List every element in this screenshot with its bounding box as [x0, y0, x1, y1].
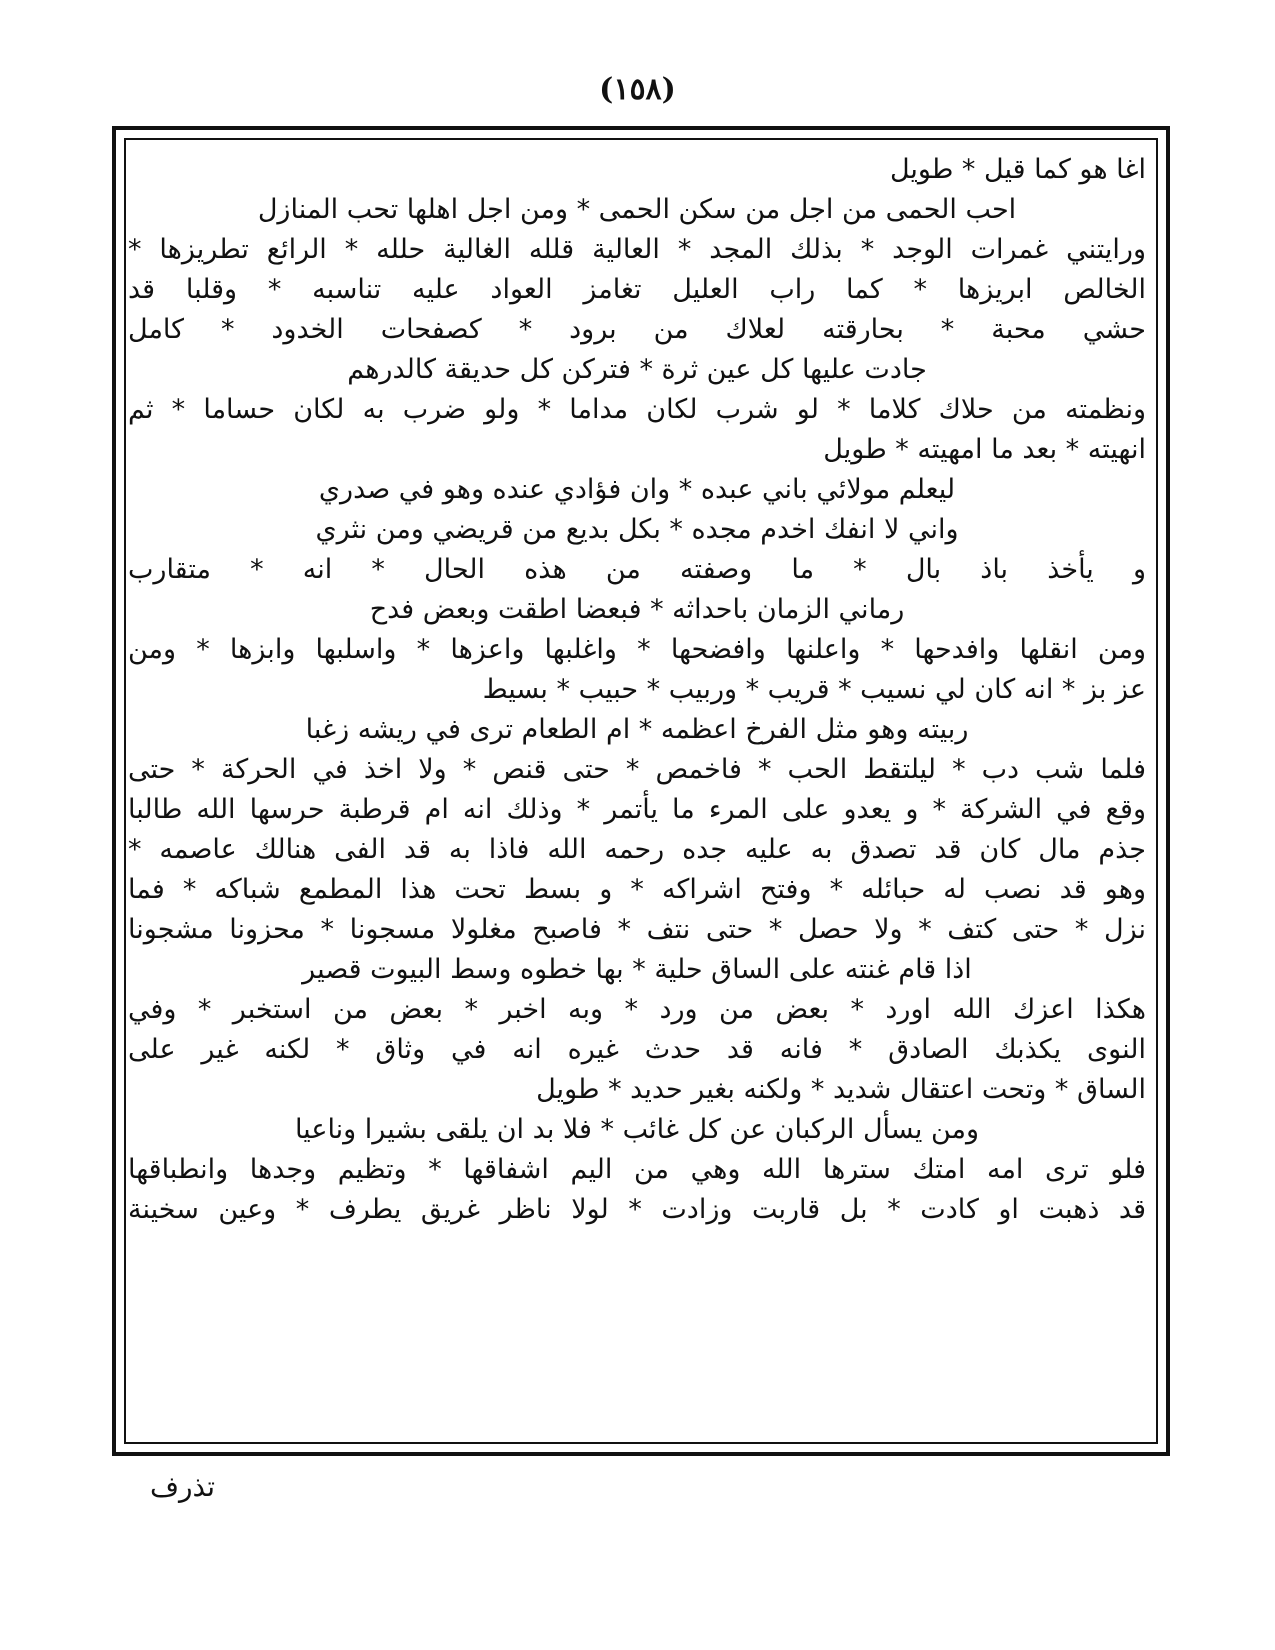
text-line: النوى يكذبك الصادق * فانه قد حدث غيره انه في وثاق * لكنه غير على [128, 1034, 1146, 1065]
text-line: رماني الزمان باحداثه * فبعضا اطقت وبعض فدح [369, 594, 905, 625]
text-line: فلما شب دب * ليلتقط الحب * فاخمص * حتى قنص * ولا اخذ في الحركة * حتى [128, 754, 1146, 785]
text-line: جذم مال كان قد تصدق به عليه جده رحمه الله فاذا به قد الفى هنالك عاصمه * [128, 834, 1146, 865]
text-line: واني لا انفك اخدم مجده * بكل بديع من قريضي ومن نثري [315, 514, 959, 545]
text-line: ليعلم مولائي باني عبده * وان فؤادي عنده وهو في صدري [318, 474, 956, 505]
text-line: حشي محبة * بحارقته لعلاك من برود * كصفحات الخدود * كامل [128, 314, 1146, 345]
text-line: هكذا اعزك الله اورد * بعض من ورد * وبه اخبر * بعض من استخبر * وفي [128, 994, 1146, 1025]
text-line: اذا قام غنته على الساق حلية * بها خطوه وسط البيوت قصير [302, 954, 972, 985]
text-line: عز بز * انه كان لي نسيب * قريب * وربيب * حبيب * بسيط [482, 674, 1146, 705]
text-line: انهيته * بعد ما امهيته * طويل [823, 434, 1146, 465]
text-line: جادت عليها كل عين ثرة * فتركن كل حديقة كالدرهم [347, 354, 927, 385]
manuscript-text-block [122, 150, 1152, 1230]
text-line: نزل * حتى كتف * ولا حصل * حتى نتف * فاصبح مغلولا مسجونا * محزونا مشجونا [128, 914, 1146, 945]
catchword: تذرف [150, 1470, 216, 1503]
text-line: الخالص ابريزها * كما راب العليل تغامز العواد عليه تناسبه * وقلبا قد [128, 274, 1146, 305]
text-line: ونظمته من حلاك كلاما * لو شرب لكان مداما * ولو ضرب به لكان حساما * ثم [128, 394, 1146, 425]
text-line: وقع في الشركة * و يعدو على المرء ما يأتمر * وذلك انه ام قرطبة حرسها الله طالبا [128, 794, 1146, 825]
text-line: قد ذهبت او كادت * بل قاربت وزادت * لولا ناظر غريق يطرف * وعين سخينة [128, 1194, 1146, 1225]
text-line: احب الحمى من اجل من سكن الحمى * ومن اجل اهلها تحب المنازل [257, 194, 1017, 225]
text-line: ومن يسأل الركبان عن كل غائب * فلا بد ان يلقى بشيرا وناعيا [294, 1114, 980, 1145]
text-line: اغا هو كما قيل * طويل [889, 154, 1146, 185]
text-line: ربيته وهو مثل الفرخ اعظمه * ام الطعام ترى في ريشه زغبا [305, 714, 969, 745]
text-line: ورايتني غمرات الوجد * بذلك المجد * العالية قلله الغالية حلله * الرائع تطريزها * [128, 234, 1146, 265]
text-line: وهو قد نصب له حبائله * وفتح اشراكه * و بسط تحت هذا المطمع شباكه * فما [128, 874, 1146, 905]
text-line: و يأخذ باذ بال * ما وصفته من هذه الحال * انه * متقارب [128, 554, 1146, 585]
text-line: الساق * وتحت اعتقال شديد * ولكنه بغير حديد * طويل [536, 1074, 1146, 1105]
text-line: فلو ترى امه امتك سترها الله وهي من اليم اشفاقها * وتظيم وجدها وانطباقها [128, 1154, 1146, 1185]
text-line: ومن انقلها وافدحها * واعلنها وافضحها * واغلبها واعزها * واسلبها وابزها * ومن [128, 634, 1146, 665]
page-number: (١٥٨) [599, 72, 676, 107]
